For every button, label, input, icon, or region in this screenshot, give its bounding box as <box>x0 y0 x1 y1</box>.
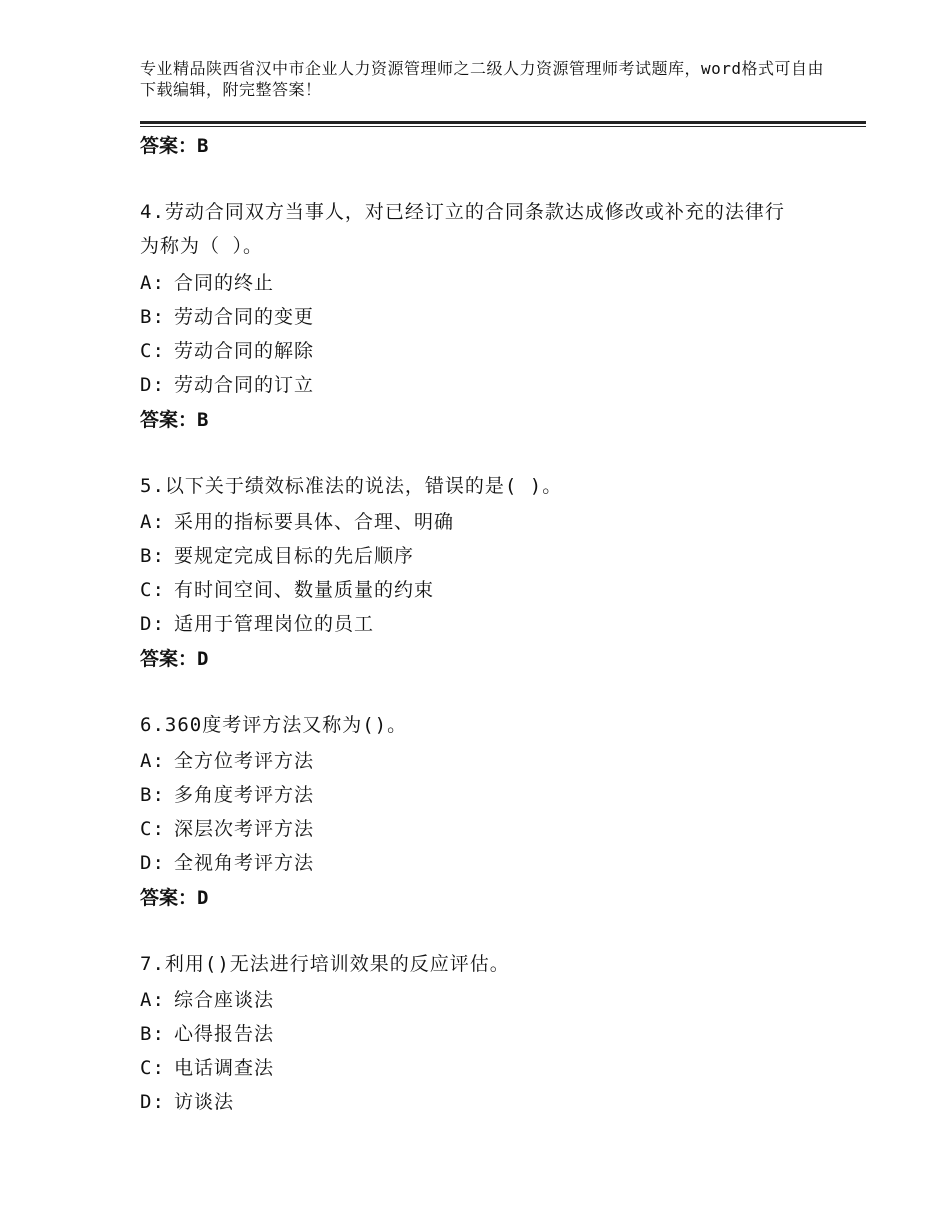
question-6-option-b <box>140 780 314 807</box>
option-text: 全视角考评方法 <box>174 852 315 874</box>
header-divider-thick <box>140 121 866 124</box>
option-label: C: <box>140 340 165 362</box>
document-header: 专业精品陕西省汉中市企业人力资源管理师之二级人力资源管理师考试题库，word格式可自由下载编辑，附完整答案！ <box>140 59 825 99</box>
question-6-option-a <box>140 746 314 773</box>
question-4-text: 4.劳动合同双方当事人，对已经订立的合同条款达成修改或补充的法律行为称为（ ）。 <box>140 201 785 257</box>
header-divider-thin <box>140 126 866 127</box>
option-label: B: <box>140 306 165 328</box>
question-5-option-c <box>140 575 434 602</box>
option-label: A: <box>140 511 165 533</box>
answer-line-q5 <box>140 644 208 671</box>
option-label: D: <box>140 613 165 635</box>
question-7-text: 7.利用()无法进行培训效果的反应评估。 <box>140 953 510 975</box>
option-label: A: <box>140 750 165 772</box>
answer-letter: B <box>197 409 209 431</box>
option-text: 有时间空间、数量质量的约束 <box>174 579 435 601</box>
question-4-option-a <box>140 268 274 295</box>
option-label: B: <box>140 784 165 806</box>
question-5-option-b <box>140 541 414 568</box>
answer-line-q3 <box>140 131 208 158</box>
option-label: D: <box>140 1091 165 1113</box>
option-text: 深层次考评方法 <box>174 818 315 840</box>
option-label: A: <box>140 272 165 294</box>
question-7-option-a <box>140 985 274 1012</box>
option-label: C: <box>140 1057 165 1079</box>
option-text: 访谈法 <box>174 1091 235 1113</box>
answer-prefix: 答案： <box>140 648 198 670</box>
answer-prefix: 答案： <box>140 135 198 157</box>
question-4-option-d <box>140 370 314 397</box>
option-text: 电话调查法 <box>174 1057 275 1079</box>
option-text: 劳动合同的解除 <box>174 340 315 362</box>
question-5-option-a <box>140 507 454 534</box>
question-5-option-d <box>140 609 374 636</box>
answer-letter: B <box>197 135 209 157</box>
question-7-option-b <box>140 1019 274 1046</box>
question-7-option-c <box>140 1053 274 1080</box>
option-label: C: <box>140 579 165 601</box>
option-text: 适用于管理岗位的员工 <box>174 613 375 635</box>
question-4-option-b <box>140 302 314 329</box>
answer-letter: D <box>197 648 209 670</box>
answer-prefix: 答案： <box>140 887 198 909</box>
option-text: 全方位考评方法 <box>174 750 315 772</box>
option-label: D: <box>140 852 165 874</box>
question-7-option-d <box>140 1087 234 1114</box>
option-text: 要规定完成目标的先后顺序 <box>174 545 415 567</box>
option-label: D: <box>140 374 165 396</box>
option-text: 劳动合同的订立 <box>174 374 315 396</box>
question-4-option-c <box>140 336 314 363</box>
option-label: C: <box>140 818 165 840</box>
option-text: 综合座谈法 <box>174 989 275 1011</box>
question-5-text: 5.以下关于绩效标准法的说法，错误的是( )。 <box>140 475 563 497</box>
option-label: A: <box>140 989 165 1011</box>
answer-prefix: 答案： <box>140 409 198 431</box>
option-text: 多角度考评方法 <box>174 784 315 806</box>
option-label: B: <box>140 545 165 567</box>
option-label: B: <box>140 1023 165 1045</box>
question-6-option-c <box>140 814 314 841</box>
option-text: 合同的终止 <box>174 272 275 294</box>
option-text: 心得报告法 <box>174 1023 275 1045</box>
answer-letter: D <box>197 887 209 909</box>
option-text: 劳动合同的变更 <box>174 306 315 328</box>
question-6-option-d <box>140 848 314 875</box>
option-text: 采用的指标要具体、合理、明确 <box>174 511 455 533</box>
answer-line-q4 <box>140 405 208 432</box>
question-6-text: 6.360度考评方法又称为()。 <box>140 714 408 736</box>
answer-line-q6 <box>140 883 208 910</box>
